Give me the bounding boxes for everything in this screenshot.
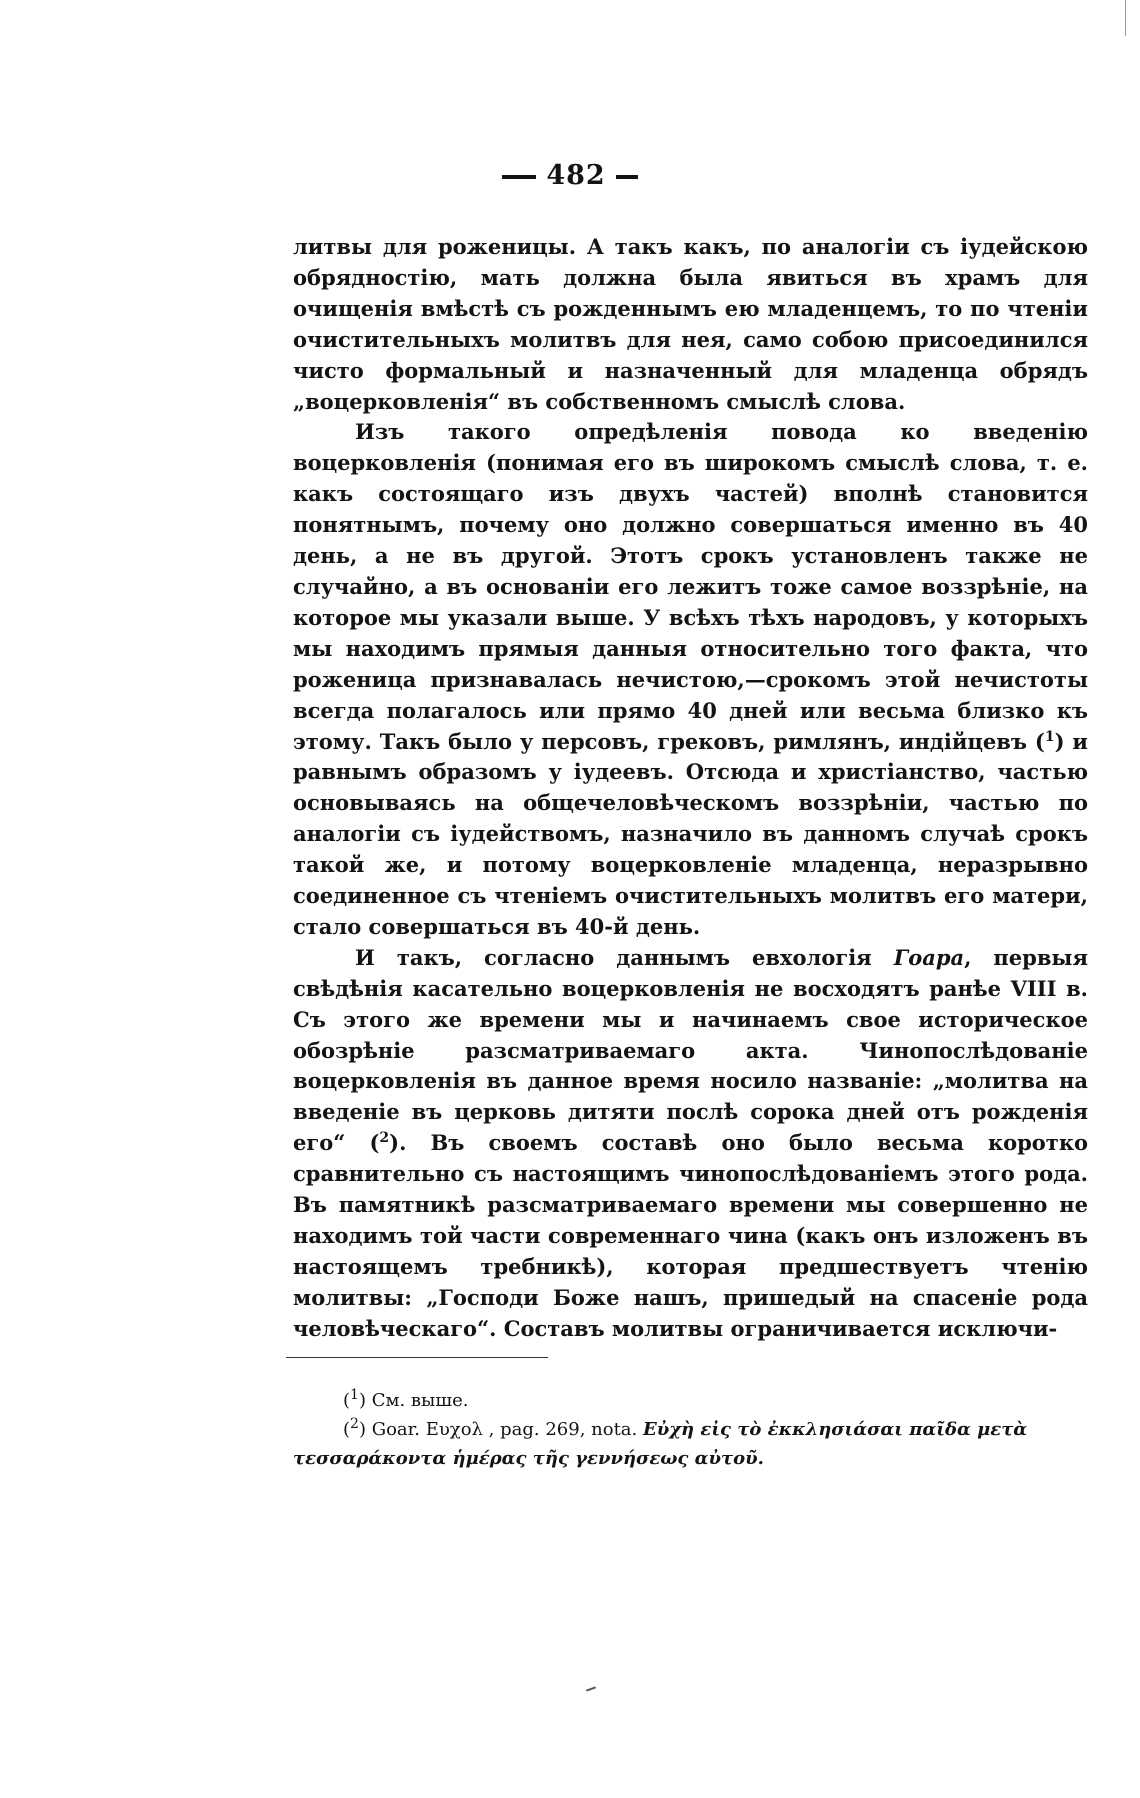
- scan-edge-line: [1125, 0, 1126, 36]
- paragraph-3: [293, 943, 1088, 1345]
- footnote-2-open: (: [343, 1419, 351, 1440]
- paragraph-2-text-a: Изъ такого опредѣленія повода ко введенію воцерковленія (понимая его въ широкомъ смыслѣ слова, т. е. какъ состоящаго изъ двухъ частей) вполнѣ становится понятнымъ, почему оно должно совершаться именно въ 40 день, а не въ другой. Этотъ срокъ установленъ также не случайно, а въ основаніи его лежитъ тоже самое воззрѣніе, на которое мы указали выше. У всѣхъ тѣхъ народовъ, у которыхъ мы находимъ прямыя данныя относительно того факта, что роженица признавалась нечистою,—срокомъ этой нечистоты всегда полагалось или прямо 40 дней или весьма близко къ этому. Такъ было у персовъ, грековъ, римлянъ, индійцевъ (: [293, 419, 1088, 754]
- footnote-1-text: ) См. выше.: [358, 1390, 469, 1411]
- stray-ink-mark: [586, 1686, 596, 1691]
- footnote-1: [293, 1386, 1088, 1415]
- paragraph-1: литвы для роженицы. А такъ какъ, по аналогіи съ іудейскою обрядностію, мать должна была явиться въ храмъ для очищенія вмѣстѣ съ рожденнымъ ею младенцемъ, то по чтеніи очистительныхъ молитвъ для нея, само собою присоединился чисто формальный и назначенный для младенца обрядъ „воцерковленія“ въ собственномъ смыслѣ слова.: [293, 234, 1088, 414]
- paragraph-2-text-b: ) и равнымъ образомъ у іудеевъ. Отсюда и христіанство, частью основываясь на общечеловѣческомъ воззрѣніи, частью по аналогіи съ іудействомъ, назначило въ данномъ случаѣ срокъ такой же, и потому воцерковленіе младенца, неразрывно соединенное съ чтеніемъ очистительныхъ молитвъ его матери, стало совершаться въ 40-й день.: [293, 728, 1088, 939]
- footnote-divider: [286, 1357, 548, 1358]
- footnote-ref-1: 1: [1044, 728, 1055, 745]
- footnote-2-text: ) Goar. Ευχολ , pag. 269, nota.: [358, 1419, 643, 1440]
- paragraph-2: [293, 417, 1088, 942]
- page-number-dash-left: [502, 175, 536, 179]
- footnote-2-greek-title: Εὐχὴ εἰς τὸ ἐκκλησιάσαι παῖδα μετὰ τεσσαράκοντα ἡμέρας τῆς γεννήσεως αὐτοῦ.: [293, 1419, 1028, 1469]
- paragraph-3-text-b: , первыя свѣдѣнія касательно воцерковленія не восходятъ ранѣе VIII в. Съ этого же времени мы и начинаемъ свое историческое обозрѣніе разсматриваемаго акта. Чинопослѣдованіе воцерковленія въ данное время носило названіе: „молитва на введеніе въ церковь дитяти послѣ сорока дней отъ рожденія его“ (: [293, 944, 1088, 1156]
- paragraph-3-text-c: ). Въ своемъ составѣ оно было весьма коротко сравнительно съ настоящимъ чинопослѣдованіемъ этого рода. Въ памятникѣ разсматриваемаго времени мы совершенно не находимъ той части современнаго чина (какъ онъ изложенъ въ настоящемъ требникѣ), которая предшествуетъ чтенію молитвы: „Господи Боже нашъ, пришедый на спасеніе рода человѣческаго“. Составъ молитвы ограничивается исключи-: [293, 1130, 1088, 1341]
- footnote-1-number: 1: [350, 1387, 359, 1403]
- footnote-2-number: 2: [350, 1416, 359, 1432]
- page-number-header: [0, 160, 1140, 191]
- footnote-ref-2: 2: [379, 1130, 390, 1147]
- paragraph-3-text-a: И такъ, согласно даннымъ евхологія: [355, 944, 894, 970]
- main-text: [293, 232, 1088, 1345]
- footnote-1-open: (: [343, 1390, 351, 1411]
- page-number: 482: [546, 160, 606, 191]
- author-name-goar: Гоара: [893, 944, 965, 970]
- footnote-2: [293, 1415, 1088, 1473]
- footnotes: [293, 1386, 1088, 1473]
- page-number-dash-right: [616, 175, 638, 179]
